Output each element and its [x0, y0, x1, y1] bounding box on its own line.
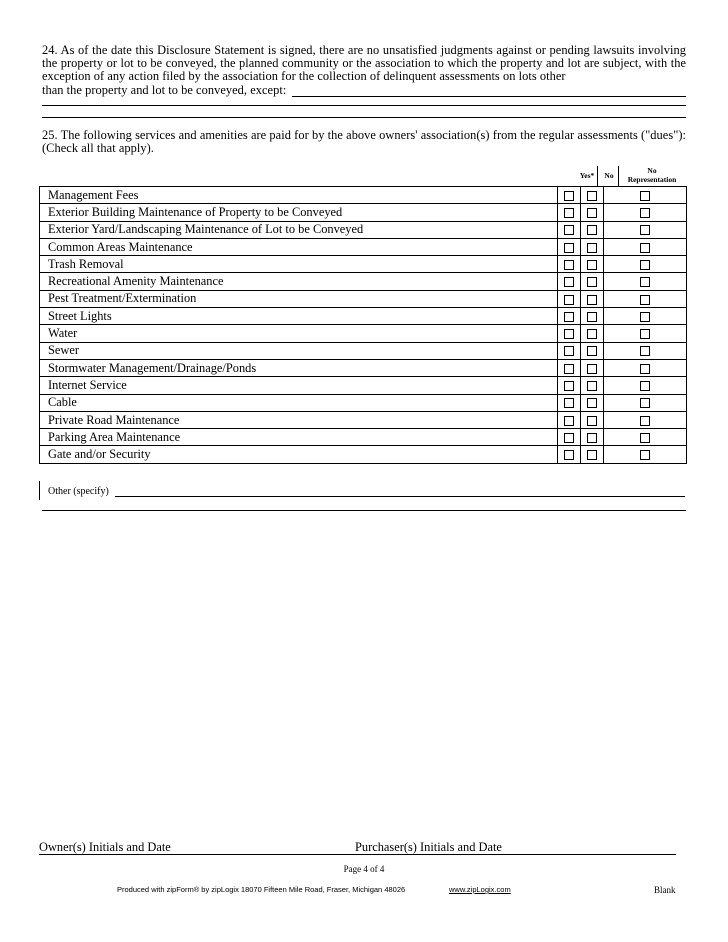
question-24-text: 24. As of the date this Disclosure Statement is signed, there are no unsatisfied judgments against or pending lawsuits involving the property or lot to be conveyed, the planned community or the association to which the property and lot are subject, with the exception of any action filed by the association for the collection of delinquent assessments on lots other [42, 43, 686, 84]
service-row [40, 238, 687, 255]
checkbox-no-representation[interactable] [640, 312, 650, 322]
checkbox-no[interactable] [587, 277, 597, 287]
checkbox-no-cell [581, 204, 604, 221]
checkbox-yes-cell [558, 429, 581, 446]
column-header-no-representation [618, 166, 686, 184]
checkbox-yes-cell [558, 238, 581, 255]
checkbox-yes[interactable] [564, 277, 574, 287]
service-label: Sewer [40, 342, 558, 359]
checkbox-yes-cell [558, 204, 581, 221]
checkbox-yes[interactable] [564, 346, 574, 356]
checkbox-yes[interactable] [564, 312, 574, 322]
checkbox-no-representation[interactable] [640, 433, 650, 443]
checkbox-yes[interactable] [564, 191, 574, 201]
checkbox-no-representation[interactable] [640, 243, 650, 253]
purchaser-initials-line[interactable] [355, 854, 676, 855]
checkbox-yes-cell [558, 359, 581, 376]
question-24-answer-line-1[interactable] [42, 105, 686, 106]
service-label: Street Lights [40, 308, 558, 325]
checkbox-no-representation-cell [604, 256, 687, 273]
checkbox-yes[interactable] [564, 225, 574, 235]
checkbox-no-cell [581, 290, 604, 307]
service-row [40, 342, 687, 359]
other-left-border [39, 481, 40, 500]
service-row [40, 273, 687, 290]
checkbox-no[interactable] [587, 329, 597, 339]
checkbox-no[interactable] [587, 260, 597, 270]
service-row [40, 377, 687, 394]
checkbox-yes-cell [558, 187, 581, 204]
service-row [40, 221, 687, 238]
checkbox-no-representation-cell [604, 238, 687, 255]
checkbox-no[interactable] [587, 191, 597, 201]
service-label: Private Road Maintenance [40, 411, 558, 428]
no-rep-line-1: No [647, 166, 657, 175]
checkbox-no-representation[interactable] [640, 208, 650, 218]
checkbox-no-cell [581, 325, 604, 342]
service-row [40, 411, 687, 428]
services-table [39, 186, 687, 464]
checkbox-no-representation-cell [604, 273, 687, 290]
checkbox-no-representation-cell [604, 411, 687, 428]
checkbox-no-cell [581, 187, 604, 204]
service-label: Cable [40, 394, 558, 411]
checkbox-no-representation[interactable] [640, 225, 650, 235]
checkbox-no-representation-cell [604, 359, 687, 376]
checkbox-no-cell [581, 238, 604, 255]
service-label: Recreational Amenity Maintenance [40, 273, 558, 290]
checkbox-no[interactable] [587, 295, 597, 305]
footer-produced-text: Produced with zipForm® by zipLogix 18070 Fifteen Mile Road, Fraser, Michigan 48026 [117, 885, 406, 894]
checkbox-yes-cell [558, 394, 581, 411]
checkbox-no[interactable] [587, 381, 597, 391]
footer-link-wrap [449, 885, 511, 894]
checkbox-no-cell [581, 394, 604, 411]
question-24 [42, 44, 686, 97]
column-header-yes: Yes* [579, 171, 595, 180]
checkbox-no-representation-cell [604, 446, 687, 463]
checkbox-yes[interactable] [564, 329, 574, 339]
no-rep-line-2: Representation [627, 175, 677, 184]
service-row [40, 204, 687, 221]
checkbox-no-cell [581, 342, 604, 359]
checkbox-yes[interactable] [564, 295, 574, 305]
checkbox-no-cell [581, 256, 604, 273]
question-24-except-label: than the property and lot to be conveyed, except: [42, 82, 287, 97]
footer-blank-label: Blank [654, 885, 676, 895]
checkbox-no-cell [581, 308, 604, 325]
service-label: Gate and/or Security [40, 446, 558, 463]
services-table-body [40, 187, 687, 464]
service-row [40, 359, 687, 376]
owner-initials-label: Owner(s) Initials and Date [39, 840, 171, 854]
checkbox-no-representation-cell [604, 187, 687, 204]
service-label: Parking Area Maintenance [40, 429, 558, 446]
checkbox-yes-cell [558, 325, 581, 342]
checkbox-no-representation[interactable] [640, 398, 650, 408]
checkbox-no[interactable] [587, 450, 597, 460]
checkbox-yes-cell [558, 290, 581, 307]
question-25 [42, 129, 686, 155]
service-label: Stormwater Management/Drainage/Ponds [40, 359, 558, 376]
ziplogix-link[interactable]: www.zipLogix.com [449, 885, 511, 894]
checkbox-no-representation[interactable] [640, 346, 650, 356]
service-row [40, 394, 687, 411]
checkbox-no-cell [581, 446, 604, 463]
checkbox-no-representation[interactable] [640, 329, 650, 339]
service-label: Pest Treatment/Extermination [40, 290, 558, 307]
owner-initials-line[interactable] [39, 854, 357, 855]
checkbox-no-representation-cell [604, 342, 687, 359]
checkbox-no-representation-cell [604, 221, 687, 238]
other-specify-field[interactable] [115, 487, 685, 497]
service-label: Exterior Building Maintenance of Property to be Conveyed [40, 204, 558, 221]
checkbox-no-cell [581, 429, 604, 446]
checkbox-no-representation[interactable] [640, 295, 650, 305]
column-header-no: No [604, 171, 614, 180]
checkbox-no-representation[interactable] [640, 277, 650, 287]
checkbox-no-cell [581, 359, 604, 376]
checkbox-no-cell [581, 273, 604, 290]
checkbox-yes[interactable] [564, 450, 574, 460]
service-row [40, 429, 687, 446]
checkbox-yes[interactable] [564, 398, 574, 408]
checkbox-yes-cell [558, 342, 581, 359]
service-label: Water [40, 325, 558, 342]
checkbox-no[interactable] [587, 312, 597, 322]
checkbox-no[interactable] [587, 398, 597, 408]
other-specify-line-2[interactable] [42, 510, 686, 511]
checkbox-yes-cell [558, 411, 581, 428]
page-number: Page 4 of 4 [343, 864, 385, 874]
checkbox-no[interactable] [587, 433, 597, 443]
header-divider [597, 166, 598, 186]
checkbox-yes[interactable] [564, 260, 574, 270]
service-row [40, 325, 687, 342]
service-row [40, 256, 687, 273]
service-label: Common Areas Maintenance [40, 238, 558, 255]
checkbox-no-cell [581, 411, 604, 428]
checkbox-yes[interactable] [564, 243, 574, 253]
question-24-last-line [42, 84, 686, 97]
checkbox-yes-cell [558, 446, 581, 463]
service-row [40, 290, 687, 307]
checkbox-no-cell [581, 221, 604, 238]
checkbox-no-representation[interactable] [640, 364, 650, 374]
checkbox-yes[interactable] [564, 208, 574, 218]
checkbox-no[interactable] [587, 225, 597, 235]
checkbox-yes[interactable] [564, 381, 574, 391]
checkbox-no-representation-cell [604, 394, 687, 411]
checkbox-no-representation-cell [604, 429, 687, 446]
other-specify-label: Other (specify) [48, 486, 109, 497]
checkbox-no-representation[interactable] [640, 450, 650, 460]
checkbox-yes-cell [558, 256, 581, 273]
other-specify-row [48, 486, 685, 497]
checkbox-no-representation-cell [604, 325, 687, 342]
checkbox-no-representation-cell [604, 290, 687, 307]
question-24-answer-line-2[interactable] [42, 117, 686, 118]
purchaser-initials-label: Purchaser(s) Initials and Date [355, 840, 502, 854]
checkbox-no-representation-cell [604, 308, 687, 325]
checkbox-no[interactable] [587, 208, 597, 218]
checkbox-no-representation-cell [604, 204, 687, 221]
checkbox-no-representation[interactable] [640, 381, 650, 391]
question-24-except-field[interactable] [292, 86, 686, 97]
service-row [40, 308, 687, 325]
checkbox-yes[interactable] [564, 364, 574, 374]
service-label: Trash Removal [40, 256, 558, 273]
service-label: Internet Service [40, 377, 558, 394]
checkbox-no[interactable] [587, 364, 597, 374]
checkbox-no-cell [581, 377, 604, 394]
checkbox-no[interactable] [587, 346, 597, 356]
checkbox-yes[interactable] [564, 416, 574, 426]
checkbox-no[interactable] [587, 243, 597, 253]
checkbox-yes-cell [558, 221, 581, 238]
checkbox-no-representation-cell [604, 377, 687, 394]
checkbox-yes-cell [558, 308, 581, 325]
checkbox-yes-cell [558, 273, 581, 290]
service-label: Management Fees [40, 187, 558, 204]
checkbox-yes-cell [558, 377, 581, 394]
checkbox-no-representation[interactable] [640, 191, 650, 201]
service-label: Exterior Yard/Landscaping Maintenance of Lot to be Conveyed [40, 221, 558, 238]
header-divider [618, 166, 619, 186]
service-row [40, 446, 687, 463]
question-25-text: 25. The following services and amenities are paid for by the above owners' association(s) from the regular assessments ("dues"): (Check all that apply). [42, 128, 686, 156]
checkbox-yes[interactable] [564, 433, 574, 443]
service-row [40, 187, 687, 204]
checkbox-no-representation[interactable] [640, 416, 650, 426]
checkbox-no[interactable] [587, 416, 597, 426]
checkbox-no-representation[interactable] [640, 260, 650, 270]
